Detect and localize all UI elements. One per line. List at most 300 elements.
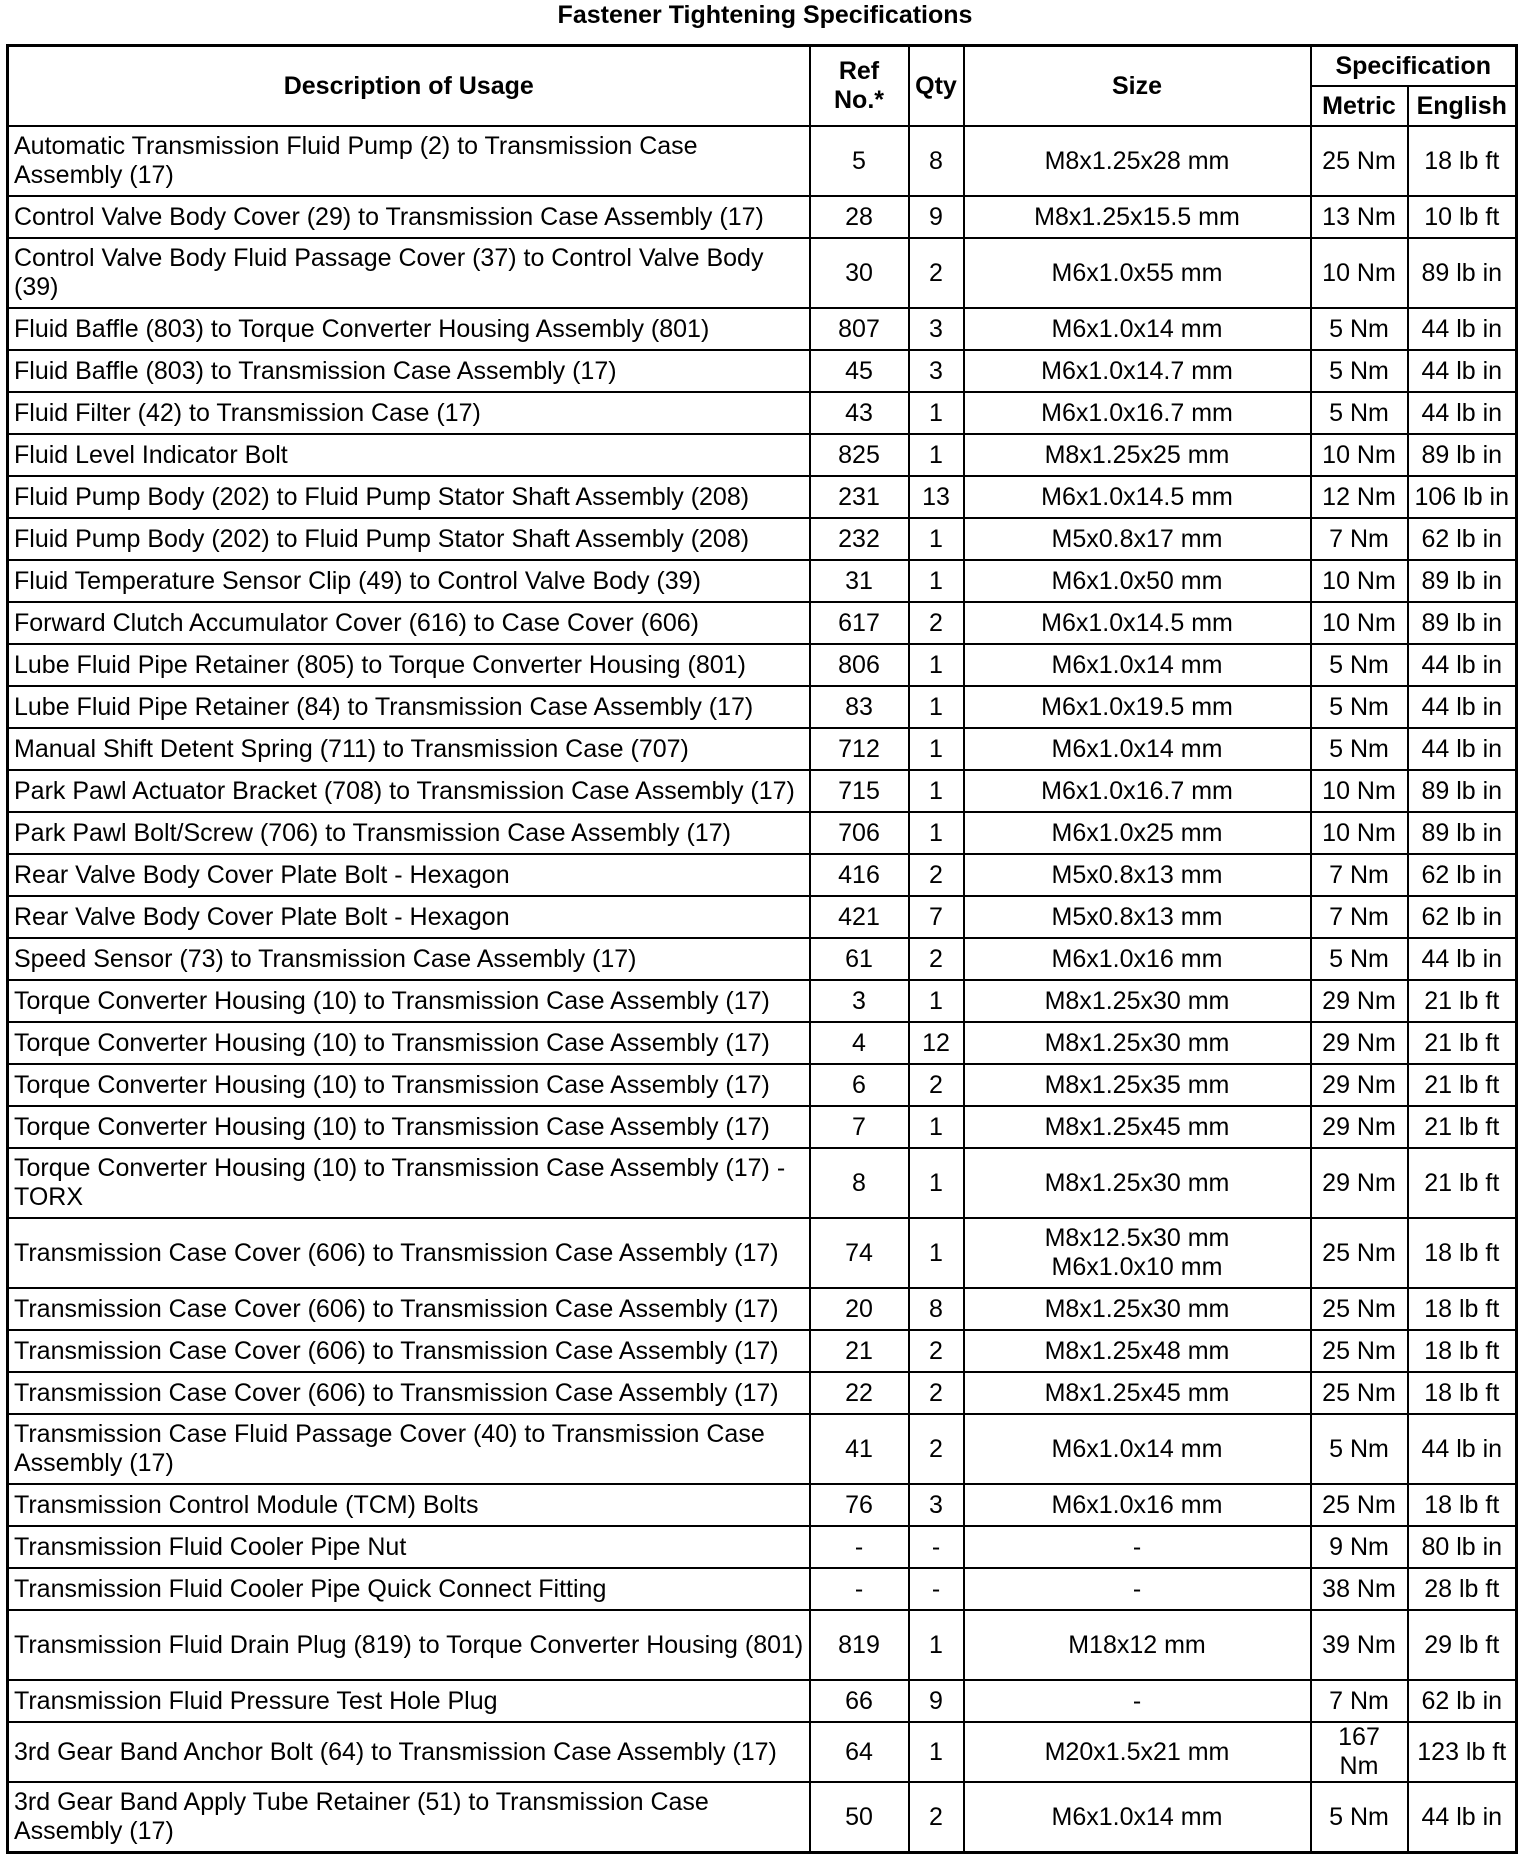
english-cell: 21 lb ft	[1408, 1148, 1517, 1218]
qty-cell: 9	[909, 1680, 964, 1722]
description-cell: Transmission Case Cover (606) to Transmission Case Assembly (17)	[8, 1218, 810, 1288]
qty-cell: 1	[909, 1722, 964, 1782]
metric-cell: 5 Nm	[1311, 644, 1408, 686]
qty-cell: 13	[909, 476, 964, 518]
description-cell: Fluid Baffle (803) to Transmission Case Assembly (17)	[8, 350, 810, 392]
size-value: M8x1.25x30 mm	[1044, 986, 1230, 1015]
metric-cell: 5 Nm	[1311, 1782, 1408, 1853]
qty-cell: 2	[909, 1782, 964, 1853]
description-cell: Transmission Fluid Cooler Pipe Quick Connect Fitting	[8, 1568, 810, 1610]
table-row	[8, 1610, 1517, 1680]
size-cell	[964, 728, 1311, 770]
size-value: M6x1.0x14 mm	[1051, 650, 1223, 679]
qty-cell: 1	[909, 770, 964, 812]
qty-cell: 3	[909, 308, 964, 350]
ref-no-cell: 4	[810, 1022, 909, 1064]
english-cell: 21 lb ft	[1408, 1022, 1517, 1064]
english-cell: 28 lb ft	[1408, 1568, 1517, 1610]
table-row	[8, 980, 1517, 1022]
size-value: M6x1.0x14 mm	[1051, 1802, 1223, 1831]
metric-cell: 10 Nm	[1311, 770, 1408, 812]
qty-cell: 9	[909, 196, 964, 238]
header-ref-line1: Ref	[838, 57, 880, 85]
size-cell	[964, 854, 1311, 896]
size-cell	[964, 1680, 1311, 1722]
header-ref-no	[810, 46, 909, 127]
size-value: M8x12.5x30 mm	[1044, 1224, 1230, 1252]
size-value: M6x1.0x55 mm	[1051, 258, 1223, 287]
english-cell: 18 lb ft	[1408, 1484, 1517, 1526]
table-row	[8, 308, 1517, 350]
header-metric: Metric	[1311, 86, 1408, 126]
qty-cell: 1	[909, 392, 964, 434]
table-row	[8, 126, 1517, 196]
table-row	[8, 238, 1517, 308]
size-value: M6x1.0x14 mm	[1051, 734, 1223, 763]
qty-cell: 2	[909, 1372, 964, 1414]
ref-no-cell: 712	[810, 728, 909, 770]
size-cell	[964, 1414, 1311, 1484]
english-cell: 44 lb in	[1408, 728, 1517, 770]
table-row	[8, 1526, 1517, 1568]
size-value: M6x1.0x14 mm	[1051, 1434, 1223, 1463]
metric-cell: 25 Nm	[1311, 1218, 1408, 1288]
qty-cell: 2	[909, 1414, 964, 1484]
description-cell: Transmission Fluid Drain Plug (819) to Torque Converter Housing (801)	[8, 1610, 810, 1680]
ref-no-cell: 416	[810, 854, 909, 896]
ref-no-cell: 617	[810, 602, 909, 644]
ref-no-cell: 806	[810, 644, 909, 686]
ref-no-cell: 715	[810, 770, 909, 812]
description-cell: Control Valve Body Fluid Passage Cover (37) to Control Valve Body (39)	[8, 238, 810, 308]
table-row	[8, 644, 1517, 686]
english-cell: 18 lb ft	[1408, 1288, 1517, 1330]
size-cell	[964, 196, 1311, 238]
qty-cell: 1	[909, 1218, 964, 1288]
english-cell: 89 lb in	[1408, 238, 1517, 308]
size-value: M8x1.25x45 mm	[1044, 1378, 1230, 1407]
ref-no-cell: 807	[810, 308, 909, 350]
ref-no-cell: 8	[810, 1148, 909, 1218]
english-cell: 21 lb ft	[1408, 980, 1517, 1022]
ref-no-cell: 64	[810, 1722, 909, 1782]
description-cell: Park Pawl Actuator Bracket (708) to Transmission Case Assembly (17)	[8, 770, 810, 812]
size-cell	[964, 476, 1311, 518]
description-cell: 3rd Gear Band Apply Tube Retainer (51) to Transmission Case Assembly (17)	[8, 1782, 810, 1853]
metric-cell: 29 Nm	[1311, 1064, 1408, 1106]
qty-cell: 2	[909, 602, 964, 644]
ref-no-cell: 231	[810, 476, 909, 518]
qty-cell: 2	[909, 1064, 964, 1106]
header-qty: Qty	[909, 46, 964, 127]
description-cell: Fluid Pump Body (202) to Fluid Pump Stator Shaft Assembly (208)	[8, 518, 810, 560]
size-cell	[964, 1148, 1311, 1218]
metric-cell: 9 Nm	[1311, 1526, 1408, 1568]
header-english: English	[1408, 86, 1517, 126]
metric-cell: 10 Nm	[1311, 560, 1408, 602]
qty-cell: 2	[909, 238, 964, 308]
size-value: M6x1.0x14 mm	[1051, 314, 1223, 343]
size-cell	[964, 392, 1311, 434]
english-cell: 89 lb in	[1408, 812, 1517, 854]
size-value: M8x1.25x30 mm	[1044, 1168, 1230, 1197]
size-cell	[964, 434, 1311, 476]
size-cell	[964, 644, 1311, 686]
size-value: M6x1.0x25 mm	[1051, 818, 1223, 847]
size-value: M8x1.25x15.5 mm	[1034, 202, 1240, 231]
table-row	[8, 518, 1517, 560]
ref-no-cell: 825	[810, 434, 909, 476]
qty-cell: 1	[909, 1610, 964, 1680]
english-cell: 44 lb in	[1408, 686, 1517, 728]
ref-no-cell: 21	[810, 1330, 909, 1372]
size-cell	[964, 1330, 1311, 1372]
description-cell: Lube Fluid Pipe Retainer (84) to Transmission Case Assembly (17)	[8, 686, 810, 728]
qty-cell: 1	[909, 1148, 964, 1218]
size-value: M6x1.0x16.7 mm	[1041, 776, 1233, 805]
table-row	[8, 1680, 1517, 1722]
header-specification: Specification	[1311, 46, 1517, 87]
metric-cell: 10 Nm	[1311, 812, 1408, 854]
table-row	[8, 1288, 1517, 1330]
english-cell: 44 lb in	[1408, 308, 1517, 350]
size-value: M5x0.8x13 mm	[1051, 860, 1223, 889]
size-cell	[964, 602, 1311, 644]
size-value: M8x1.25x30 mm	[1044, 1294, 1230, 1323]
metric-cell: 10 Nm	[1311, 602, 1408, 644]
ref-no-cell: 22	[810, 1372, 909, 1414]
table-row	[8, 728, 1517, 770]
ref-no-cell: 66	[810, 1680, 909, 1722]
english-cell: 18 lb ft	[1408, 1372, 1517, 1414]
description-cell: Transmission Case Cover (606) to Transmission Case Assembly (17)	[8, 1330, 810, 1372]
metric-cell: 29 Nm	[1311, 980, 1408, 1022]
table-row	[8, 1022, 1517, 1064]
size-value: M6x1.0x16.7 mm	[1041, 398, 1233, 427]
table-row	[8, 1414, 1517, 1484]
table-row	[8, 1568, 1517, 1610]
english-cell: 10 lb ft	[1408, 196, 1517, 238]
ref-no-cell: 50	[810, 1782, 909, 1853]
size-cell	[964, 686, 1311, 728]
metric-cell: 167 Nm	[1311, 1722, 1408, 1782]
table-row	[8, 1218, 1517, 1288]
header-description: Description of Usage	[8, 46, 810, 127]
ref-no-cell: 41	[810, 1414, 909, 1484]
ref-no-cell: 7	[810, 1106, 909, 1148]
metric-cell: 38 Nm	[1311, 1568, 1408, 1610]
english-cell: 29 lb ft	[1408, 1610, 1517, 1680]
description-cell: Transmission Control Module (TCM) Bolts	[8, 1484, 810, 1526]
size-cell	[964, 770, 1311, 812]
size-value: M6x1.0x14.7 mm	[1041, 356, 1233, 385]
ref-no-cell: 819	[810, 1610, 909, 1680]
description-cell: Transmission Fluid Cooler Pipe Nut	[8, 1526, 810, 1568]
table-row	[8, 1722, 1517, 1782]
table-row	[8, 196, 1517, 238]
metric-cell: 10 Nm	[1311, 434, 1408, 476]
qty-cell: 1	[909, 812, 964, 854]
ref-no-cell: 421	[810, 896, 909, 938]
metric-cell: 7 Nm	[1311, 518, 1408, 560]
qty-cell: 1	[909, 644, 964, 686]
qty-cell: 3	[909, 350, 964, 392]
size-value: M6x1.0x14.5 mm	[1041, 482, 1233, 511]
ref-no-cell: 74	[810, 1218, 909, 1288]
table-row	[8, 1106, 1517, 1148]
metric-cell: 5 Nm	[1311, 686, 1408, 728]
description-cell: Transmission Case Fluid Passage Cover (40) to Transmission Case Assembly (17)	[8, 1414, 810, 1484]
table-row	[8, 1330, 1517, 1372]
english-cell: 18 lb ft	[1408, 1218, 1517, 1288]
ref-no-cell: -	[810, 1568, 909, 1610]
table-row	[8, 392, 1517, 434]
metric-cell: 13 Nm	[1311, 196, 1408, 238]
metric-cell: 5 Nm	[1311, 728, 1408, 770]
metric-cell: 25 Nm	[1311, 126, 1408, 196]
table-row	[8, 1148, 1517, 1218]
metric-cell: 25 Nm	[1311, 1484, 1408, 1526]
ref-no-cell: 61	[810, 938, 909, 980]
metric-cell: 5 Nm	[1311, 392, 1408, 434]
qty-cell: -	[909, 1526, 964, 1568]
description-cell: Fluid Level Indicator Bolt	[8, 434, 810, 476]
qty-cell: 2	[909, 1330, 964, 1372]
ref-no-cell: 20	[810, 1288, 909, 1330]
size-cell	[964, 560, 1311, 602]
table-row	[8, 1064, 1517, 1106]
metric-cell: 5 Nm	[1311, 1414, 1408, 1484]
description-cell: Park Pawl Bolt/Screw (706) to Transmission Case Assembly (17)	[8, 812, 810, 854]
ref-no-cell: 30	[810, 238, 909, 308]
ref-no-cell: 83	[810, 686, 909, 728]
ref-no-cell: 28	[810, 196, 909, 238]
metric-cell: 29 Nm	[1311, 1148, 1408, 1218]
size-cell	[964, 1610, 1311, 1680]
english-cell: 89 lb in	[1408, 434, 1517, 476]
metric-cell: 5 Nm	[1311, 938, 1408, 980]
metric-cell: 7 Nm	[1311, 1680, 1408, 1722]
table-row	[8, 812, 1517, 854]
header-ref-line2: No.*	[834, 86, 884, 114]
qty-cell: 1	[909, 518, 964, 560]
size-cell	[964, 1288, 1311, 1330]
ref-no-cell: 6	[810, 1064, 909, 1106]
qty-cell: 1	[909, 686, 964, 728]
description-cell: Fluid Filter (42) to Transmission Case (17)	[8, 392, 810, 434]
metric-cell: 5 Nm	[1311, 308, 1408, 350]
size-value: M6x1.0x16 mm	[1051, 1490, 1223, 1519]
description-cell: Speed Sensor (73) to Transmission Case Assembly (17)	[8, 938, 810, 980]
description-cell: Fluid Temperature Sensor Clip (49) to Control Valve Body (39)	[8, 560, 810, 602]
metric-cell: 29 Nm	[1311, 1106, 1408, 1148]
header-row-top	[8, 46, 1517, 87]
metric-cell: 25 Nm	[1311, 1330, 1408, 1372]
english-cell: 62 lb in	[1408, 854, 1517, 896]
description-cell: Torque Converter Housing (10) to Transmission Case Assembly (17)	[8, 1106, 810, 1148]
size-value: M18x12 mm	[1068, 1630, 1206, 1659]
description-cell: Torque Converter Housing (10) to Transmission Case Assembly (17) - TORX	[8, 1148, 810, 1218]
size-value: M6x1.0x16 mm	[1051, 944, 1223, 973]
size-cell	[964, 1526, 1311, 1568]
table-row	[8, 938, 1517, 980]
english-cell: 21 lb ft	[1408, 1106, 1517, 1148]
size-value: M6x1.0x19.5 mm	[1041, 692, 1233, 721]
size-value: M6x1.0x14.5 mm	[1041, 608, 1233, 637]
table-row	[8, 770, 1517, 812]
qty-cell: 1	[909, 1106, 964, 1148]
header-size: Size	[964, 46, 1311, 127]
table-row	[8, 896, 1517, 938]
qty-cell: 12	[909, 1022, 964, 1064]
qty-cell: 1	[909, 728, 964, 770]
ref-no-cell: 706	[810, 812, 909, 854]
qty-cell: 2	[909, 938, 964, 980]
english-cell: 21 lb ft	[1408, 1064, 1517, 1106]
table-row	[8, 1484, 1517, 1526]
metric-cell: 7 Nm	[1311, 854, 1408, 896]
table-row	[8, 476, 1517, 518]
table-row	[8, 854, 1517, 896]
size-cell	[964, 1064, 1311, 1106]
qty-cell: 8	[909, 1288, 964, 1330]
description-cell: Transmission Case Cover (606) to Transmission Case Assembly (17)	[8, 1372, 810, 1414]
metric-cell: 25 Nm	[1311, 1288, 1408, 1330]
metric-cell: 5 Nm	[1311, 350, 1408, 392]
size-value: M8x1.25x30 mm	[1044, 1028, 1230, 1057]
size-cell	[964, 238, 1311, 308]
qty-cell: -	[909, 1568, 964, 1610]
english-cell: 89 lb in	[1408, 602, 1517, 644]
description-cell: Rear Valve Body Cover Plate Bolt - Hexagon	[8, 896, 810, 938]
qty-cell: 1	[909, 980, 964, 1022]
metric-cell: 7 Nm	[1311, 896, 1408, 938]
english-cell: 18 lb ft	[1408, 126, 1517, 196]
ref-no-cell: 3	[810, 980, 909, 1022]
table-row	[8, 434, 1517, 476]
description-cell: Torque Converter Housing (10) to Transmission Case Assembly (17)	[8, 980, 810, 1022]
size-cell	[964, 1484, 1311, 1526]
table-row	[8, 602, 1517, 644]
size-value: M8x1.25x45 mm	[1044, 1112, 1230, 1141]
description-cell: Transmission Case Cover (606) to Transmission Case Assembly (17)	[8, 1288, 810, 1330]
description-cell: 3rd Gear Band Anchor Bolt (64) to Transmission Case Assembly (17)	[8, 1722, 810, 1782]
metric-cell: 10 Nm	[1311, 238, 1408, 308]
description-cell: Fluid Baffle (803) to Torque Converter Housing Assembly (801)	[8, 308, 810, 350]
description-cell: Automatic Transmission Fluid Pump (2) to Transmission Case Assembly (17)	[8, 126, 810, 196]
size-cell	[964, 1372, 1311, 1414]
qty-cell: 8	[909, 126, 964, 196]
size-cell	[964, 1568, 1311, 1610]
description-cell: Forward Clutch Accumulator Cover (616) to Case Cover (606)	[8, 602, 810, 644]
english-cell: 44 lb in	[1408, 1414, 1517, 1484]
english-cell: 44 lb in	[1408, 938, 1517, 980]
english-cell: 123 lb ft	[1408, 1722, 1517, 1782]
qty-cell: 7	[909, 896, 964, 938]
size-value: M6x1.0x50 mm	[1051, 566, 1223, 595]
english-cell: 44 lb in	[1408, 1782, 1517, 1853]
qty-cell: 3	[909, 1484, 964, 1526]
english-cell: 18 lb ft	[1408, 1330, 1517, 1372]
size-cell	[964, 1106, 1311, 1148]
table-row	[8, 686, 1517, 728]
size-cell	[964, 518, 1311, 560]
size-value: -	[1132, 1574, 1142, 1603]
page-title: Fastener Tightening Specifications	[557, 1, 973, 29]
size-value: -	[1132, 1532, 1142, 1561]
size-value: M6x1.0x10 mm	[1051, 1253, 1223, 1281]
english-cell: 44 lb in	[1408, 644, 1517, 686]
size-value: M8x1.25x48 mm	[1044, 1336, 1230, 1365]
size-cell	[964, 1022, 1311, 1064]
size-value: M20x1.5x21 mm	[1044, 1737, 1230, 1766]
english-cell: 106 lb in	[1408, 476, 1517, 518]
size-cell	[964, 938, 1311, 980]
qty-cell: 2	[909, 854, 964, 896]
description-cell: Lube Fluid Pipe Retainer (805) to Torque Converter Housing (801)	[8, 644, 810, 686]
ref-no-cell: 45	[810, 350, 909, 392]
table-row	[8, 1372, 1517, 1414]
description-cell: Rear Valve Body Cover Plate Bolt - Hexagon	[8, 854, 810, 896]
size-cell	[964, 1722, 1311, 1782]
metric-cell: 12 Nm	[1311, 476, 1408, 518]
metric-cell: 25 Nm	[1311, 1372, 1408, 1414]
metric-cell: 29 Nm	[1311, 1022, 1408, 1064]
size-value: M5x0.8x13 mm	[1051, 902, 1223, 931]
table-row	[8, 350, 1517, 392]
qty-cell: 1	[909, 434, 964, 476]
ref-no-cell: 76	[810, 1484, 909, 1526]
english-cell: 44 lb in	[1408, 392, 1517, 434]
description-cell: Fluid Pump Body (202) to Fluid Pump Stator Shaft Assembly (208)	[8, 476, 810, 518]
english-cell: 62 lb in	[1408, 1680, 1517, 1722]
english-cell: 44 lb in	[1408, 350, 1517, 392]
ref-no-cell: 232	[810, 518, 909, 560]
english-cell: 62 lb in	[1408, 518, 1517, 560]
size-cell	[964, 350, 1311, 392]
size-value: M8x1.25x28 mm	[1044, 146, 1230, 175]
size-cell	[964, 812, 1311, 854]
ref-no-cell: 43	[810, 392, 909, 434]
size-cell	[964, 980, 1311, 1022]
english-cell: 89 lb in	[1408, 770, 1517, 812]
description-cell: Control Valve Body Cover (29) to Transmission Case Assembly (17)	[8, 196, 810, 238]
english-cell: 89 lb in	[1408, 560, 1517, 602]
ref-no-cell: 5	[810, 126, 909, 196]
description-cell: Transmission Fluid Pressure Test Hole Plug	[8, 1680, 810, 1722]
size-cell	[964, 126, 1311, 196]
size-value: -	[1132, 1686, 1142, 1715]
size-value: M8x1.25x25 mm	[1044, 440, 1230, 469]
size-value: M8x1.25x35 mm	[1044, 1070, 1230, 1099]
metric-cell: 39 Nm	[1311, 1610, 1408, 1680]
size-cell	[964, 1782, 1311, 1853]
description-cell: Torque Converter Housing (10) to Transmission Case Assembly (17)	[8, 1022, 810, 1064]
size-cell	[964, 1218, 1311, 1288]
spec-table-body	[8, 126, 1517, 1853]
size-cell	[964, 308, 1311, 350]
table-row	[8, 1782, 1517, 1853]
english-cell: 80 lb in	[1408, 1526, 1517, 1568]
fastener-spec-table	[6, 44, 1518, 1854]
description-cell: Manual Shift Detent Spring (711) to Transmission Case (707)	[8, 728, 810, 770]
description-cell: Torque Converter Housing (10) to Transmission Case Assembly (17)	[8, 1064, 810, 1106]
qty-cell: 1	[909, 560, 964, 602]
ref-no-cell: -	[810, 1526, 909, 1568]
english-cell: 62 lb in	[1408, 896, 1517, 938]
size-cell	[964, 896, 1311, 938]
size-value: M5x0.8x17 mm	[1051, 524, 1223, 553]
